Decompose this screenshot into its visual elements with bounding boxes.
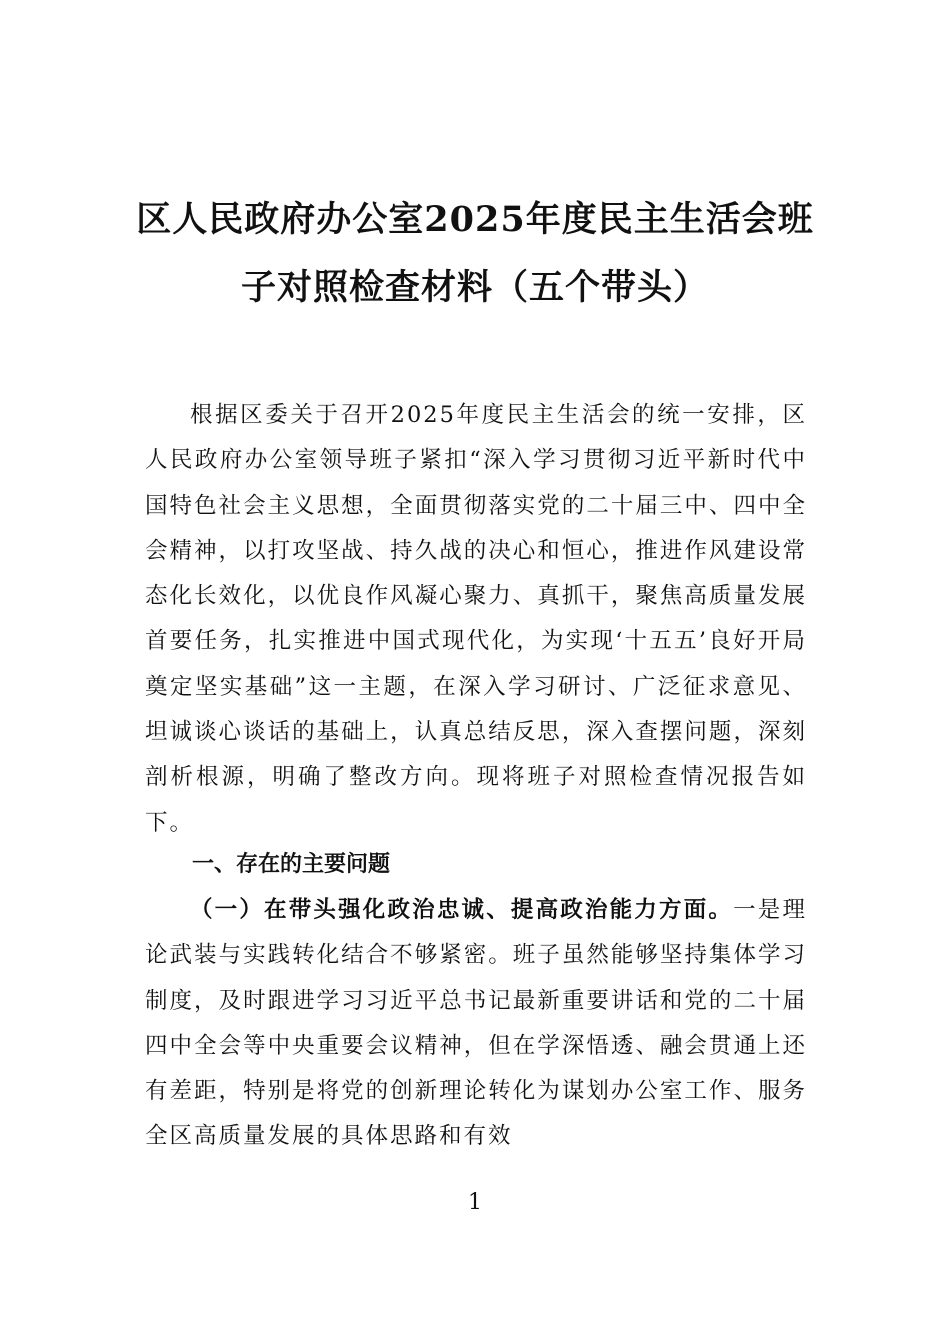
page-number: 1 bbox=[468, 1190, 482, 1215]
document-title-line-1: 区人民政府办公室2025年度民主生活会班 bbox=[136, 199, 814, 240]
paragraph-lead-sentence: （一）在带头强化政治忠诚、提高政治能力方面。 bbox=[190, 897, 734, 923]
body-paragraph bbox=[145, 888, 807, 1160]
document-title-line-2: 子对照检查材料（五个带头） bbox=[240, 267, 709, 308]
paragraph-body-text: 一是理论武装与实践转化结合不够紧密。班子虽然能够坚持集体学习制度，及时跟进学习习近平总书记最新重要讲话和党的二十届四中全会等中央重要会议精神，但在学深悟透、融会贯通上还有差距，特别是将党的创新理论转化为谋划办公室工作、服务全区高质量发展的具体思路和有效 bbox=[145, 897, 807, 1150]
section-heading: 一、存在的主要问题 bbox=[192, 852, 391, 877]
intro-paragraph: 根据区委关于召开2025年度民主生活会的统一安排，区人民政府办公室领导班子紧扣“深入学习贯彻习近平新时代中国特色社会主义思想，全面贯彻落实党的二十届三中、四中全会精神，以打攻坚战、持久战的决心和恒心，推进作风建设常态化长效化，以优良作风凝心聚力、真抓干，聚焦高质量发展首要任务，扎实推进中国式现代化，为实现‘十五五’良好开局奠定坚实基础”这一主题，在深入学习研讨、广泛征求意见、坦诚谈心谈话的基础上，认真总结反思，深入查摆问题，深刻剖析根源，明确了整改方向。现将班子对照检查情况报告如下。 bbox=[145, 402, 807, 836]
